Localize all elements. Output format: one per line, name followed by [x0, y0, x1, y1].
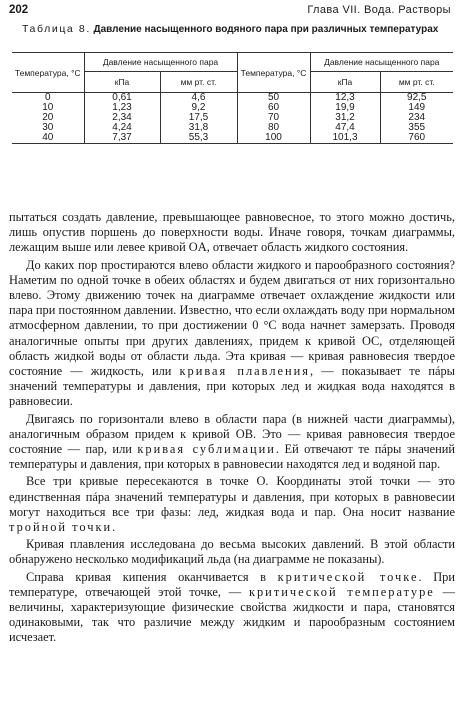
- paragraph-1: пытаться создать давление, превышающее равновесное, то этого можно достичь, лишь опустив поршень до поверхности воды. Иначе говоря, точкам диаграммы, лежащим выше или левее кривой OA, отвечает область жидкого состояния.: [9, 210, 455, 255]
- col-temp-header-1: Температура, °C: [12, 53, 84, 93]
- cell-kpa: 31,2: [310, 113, 380, 123]
- table-row: [12, 123, 453, 133]
- vapor-pressure-table: [12, 52, 453, 144]
- cell-temp: 20: [12, 113, 84, 123]
- unit-mm-2: мм рт. ст.: [380, 72, 453, 93]
- cell-kpa: 4,24: [84, 123, 160, 133]
- paragraph-text: . Ей отвечают те пáры значений температуры и давления, при которых в равновесии находятся лед и водяной пар.: [9, 442, 456, 472]
- cell-kpa: 1,23: [84, 103, 160, 113]
- cell-mm: 31,8: [160, 123, 237, 133]
- col-temp-header-2: Температура, °C: [237, 53, 310, 93]
- cell-mm: 55,3: [160, 133, 237, 144]
- body-text: [9, 210, 455, 646]
- page-number: 202: [9, 4, 29, 16]
- paragraph-text: Двигаясь по горизонтали влево в области пара (в нижней части диаграммы), аналогичным образом придем к кривой OB. Это — кривая равновесия твердое состояние — пар, или: [9, 411, 455, 457]
- paragraph-text: .: [112, 520, 116, 535]
- cell-temp: 100: [237, 133, 310, 144]
- term-triple-point: тройной точки: [9, 520, 113, 535]
- paragraph-2: [9, 258, 455, 410]
- cell-mm: 17,5: [160, 113, 237, 123]
- cell-kpa: 101,3: [310, 133, 380, 144]
- table-caption: [22, 24, 442, 35]
- cell-kpa: 2,34: [84, 113, 160, 123]
- chapter-title: Глава VII. Вода. Растворы: [307, 4, 451, 16]
- table-row: [12, 133, 453, 144]
- cell-temp: 0: [12, 93, 84, 104]
- paragraph-4: [9, 474, 455, 535]
- cell-mm: 4,6: [160, 93, 237, 104]
- cell-mm: 92,5: [407, 92, 427, 103]
- paragraph-text: . При температуре, отвечающей этой точке, —: [9, 569, 455, 599]
- paragraph-text: До каких пор простираются влево области жидкого и парообразного состояния? Наметим по одной точке в обеих областях и будем двигаться от них горизонтально влево. Этому движению точек на диаграмме отвечает охлаждение жидкости или пара при постоянном давлении. Известно, что если охлаждать воду при нормальном атмосферном давлении, то при достижении 0 °С вода начнет замерзать. Проводя аналогичные опыты при других давлениях, придем к кривой OC, отделяющей область жидкой воды от области льда. Эта кривая — кривая равновесия твердое состояние — жидкость, или: [9, 257, 455, 379]
- cell-mm: 355: [408, 122, 426, 133]
- cell-temp: 80: [237, 123, 310, 133]
- table-row: [12, 93, 453, 104]
- cell-mm: 760: [380, 133, 453, 144]
- cell-kpa: 12,3: [310, 93, 380, 104]
- cell-kpa: 47,4: [310, 123, 380, 133]
- cell-mm: 234: [408, 112, 426, 123]
- paragraph-text: Справа кривая кипения оканчивается в: [26, 569, 278, 584]
- term-melting-curve: кривая плавления: [179, 364, 311, 379]
- unit-kpa-1: кПа: [84, 72, 160, 93]
- cell-temp: 30: [12, 123, 84, 133]
- table-title: Давление насыщенного водяного пара при различных температурах: [93, 24, 439, 35]
- cell-temp: 10: [12, 103, 84, 113]
- cell-mm: 149: [408, 102, 426, 113]
- table-row: [12, 113, 453, 123]
- paragraph-text: — величины, характеризующие физические свойства жидкости и пара, становятся одинаковыми, так что различие между жидким и парообразным состоянием исчезает.: [9, 584, 455, 645]
- unit-mm-1: мм рт. ст.: [160, 72, 237, 93]
- paragraph-text: , — показывает те пáры значений температуры и давления, при которых лед и жидкая вода находятся в равновесии.: [9, 364, 455, 409]
- unit-kpa-2: кПа: [310, 72, 380, 93]
- table-row: [12, 103, 453, 113]
- paragraph-6: [9, 570, 455, 646]
- cell-kpa: 0,61: [84, 93, 160, 104]
- term-critical-point: критической точке: [277, 569, 419, 584]
- paragraph-text: Все три кривые пересекаются в точке O. Координаты этой точки — это единственная пáра значений температуры и давления, при которых в равновесии могут находиться все три фазы: лед, жидкая вода и пар. Она носит название: [9, 474, 455, 519]
- cell-kpa: 7,37: [84, 133, 160, 144]
- cell-temp: 50: [237, 93, 310, 104]
- cell-kpa: 19,9: [310, 103, 380, 113]
- term-sublimation-curve: кривая сублимации: [137, 442, 276, 457]
- term-critical-temperature: критической температуре: [248, 584, 435, 599]
- col-pressure-header-2: Давление насыщенного пара: [310, 53, 453, 72]
- cell-mm: 9,2: [160, 103, 237, 113]
- paragraph-5: Кривая плавления исследована до весьма высоких давлений. В этой области обнаружено несколько модификаций льда (на диаграмме не показаны).: [9, 537, 455, 567]
- running-head: [9, 2, 451, 20]
- cell-temp: 70: [237, 113, 310, 123]
- col-pressure-header-1: Давление насыщенного пара: [84, 53, 237, 72]
- cell-temp: 40: [12, 133, 84, 144]
- table-label: Таблица 8.: [22, 23, 91, 35]
- cell-temp: 60: [237, 103, 310, 113]
- paragraph-3: [9, 412, 455, 473]
